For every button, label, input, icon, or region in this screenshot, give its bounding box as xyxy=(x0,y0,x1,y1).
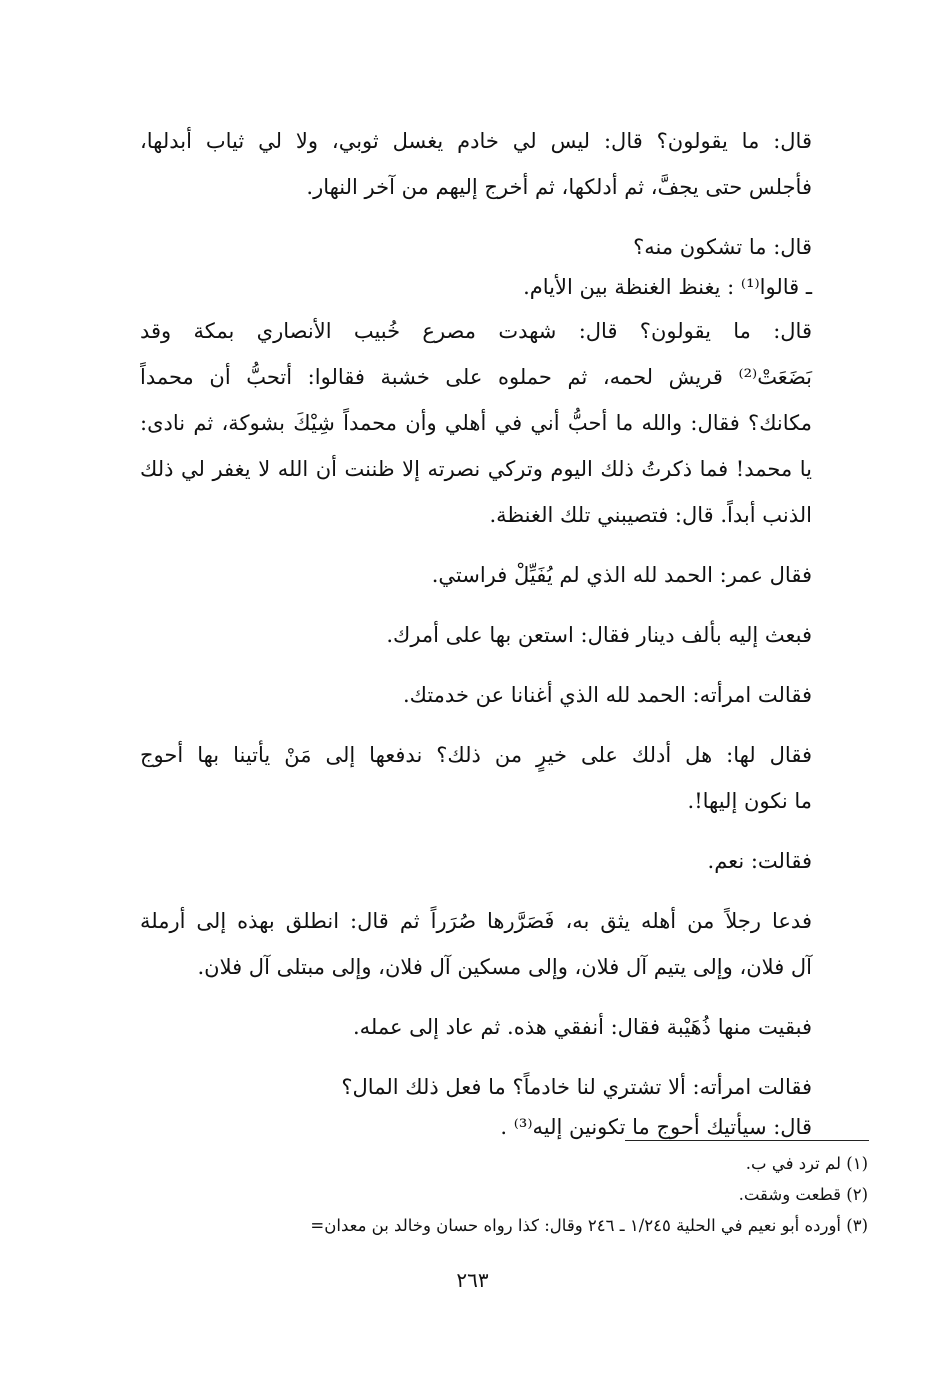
text-line: بَضَعَتْ⁽²⁾ قريش لحمه، ثم حملوه على خشبة فقالوا: أتحبُّ أن محمداً xyxy=(140,365,812,389)
text-line: ـ قالوا⁽¹⁾ : يغنظ الغنظة بين الأيام. xyxy=(523,275,812,299)
paragraph xyxy=(140,118,868,210)
text-line: آل فلان، وإلى يتيم آل فلان، وإلى مسكين آل فلان، وإلى مبتلى آل فلان. xyxy=(197,955,812,979)
text-line: فقال لها: هل أدلك على خيرٍ من ذلك؟ ندفعها إلى مَنْ يأتينا بها أحوج xyxy=(140,743,812,767)
text-line: قال: ما يقولون؟ قال: ليس لي خادم يغسل ثوبي، ولا لي ثياب أبدلها، xyxy=(140,129,812,153)
text-line: فبعث إليه بألف دينار فقال: استعن بها على أمرك. xyxy=(386,623,812,647)
main-text xyxy=(140,118,868,1150)
text-line: فقالت امرأته: الحمد لله الذي أغنانا عن خدمتك. xyxy=(402,683,812,707)
paragraph xyxy=(140,672,868,718)
paragraph xyxy=(140,612,868,658)
text-line: يا محمد! فما ذكرتُ ذلك اليوم وتركي نصرته إلا ظننت أن الله لا يغفر لي ذلك xyxy=(140,457,812,481)
paragraph xyxy=(140,264,868,310)
footnote-2: (٢) قطعت وشقت. xyxy=(738,1185,868,1204)
paragraph xyxy=(140,898,868,990)
paragraph xyxy=(140,732,868,824)
paragraph xyxy=(140,1104,868,1150)
text-line: مكانك؟ فقال: والله ما أحبُّ أني في أهلي وأن محمداً شِيْكَ بشوكة، ثم نادى: xyxy=(140,411,812,435)
text-line: قال: ما يقولون؟ قال: شهدت مصرع خُبيب الأنصاري بمكة وقد xyxy=(140,319,812,343)
text-line: فدعا رجلاً من أهله يثق به، فَصَرَّرها صُرَراً ثم قال: انطلق بهذه إلى أرملة xyxy=(140,909,812,933)
paragraph xyxy=(140,552,868,598)
text-line: فقالت امرأته: ألا تشتري لنا خادماً؟ ما فعل ذلك المال؟ xyxy=(341,1075,812,1099)
footnotes xyxy=(130,1148,868,1241)
text-line: قال: ما تشكون منه؟ xyxy=(633,235,812,259)
text-line: فقالت: نعم. xyxy=(707,849,812,873)
text-line: ما نكون إليها!. xyxy=(687,789,812,813)
footnote-3: (٣) أورده أبو نعيم في الحلية ١/٢٤٥ ـ ٢٤٦ وقال: كذا رواه حسان وخالد بن معدان= xyxy=(310,1216,868,1235)
paragraph xyxy=(140,1004,868,1050)
paragraph xyxy=(140,838,868,884)
text-line: فقال عمر: الحمد لله الذي لم يُفَيِّلْ فراستي. xyxy=(431,563,812,587)
footnote-1: (١) لم ترد في ب. xyxy=(745,1154,868,1173)
footnote-divider xyxy=(625,1140,869,1141)
text-line: قال: سيأتيك أحوج ما تكونين إليه⁽³⁾ . xyxy=(500,1115,812,1139)
text-line: الذنب أبداً. قال: فتصيبني تلك الغنظة. xyxy=(489,503,812,527)
text-line: فبقيت منها ذُهَيْبة فقال: أنفقي هذه. ثم عاد إلى عمله. xyxy=(352,1015,812,1039)
paragraph xyxy=(140,308,868,538)
page-number: ٢٦٣ xyxy=(456,1268,489,1292)
text-line: فأجلس حتى يجفَّ، ثم أدلكها، ثم أخرج إليهم من آخر النهار. xyxy=(306,175,812,199)
